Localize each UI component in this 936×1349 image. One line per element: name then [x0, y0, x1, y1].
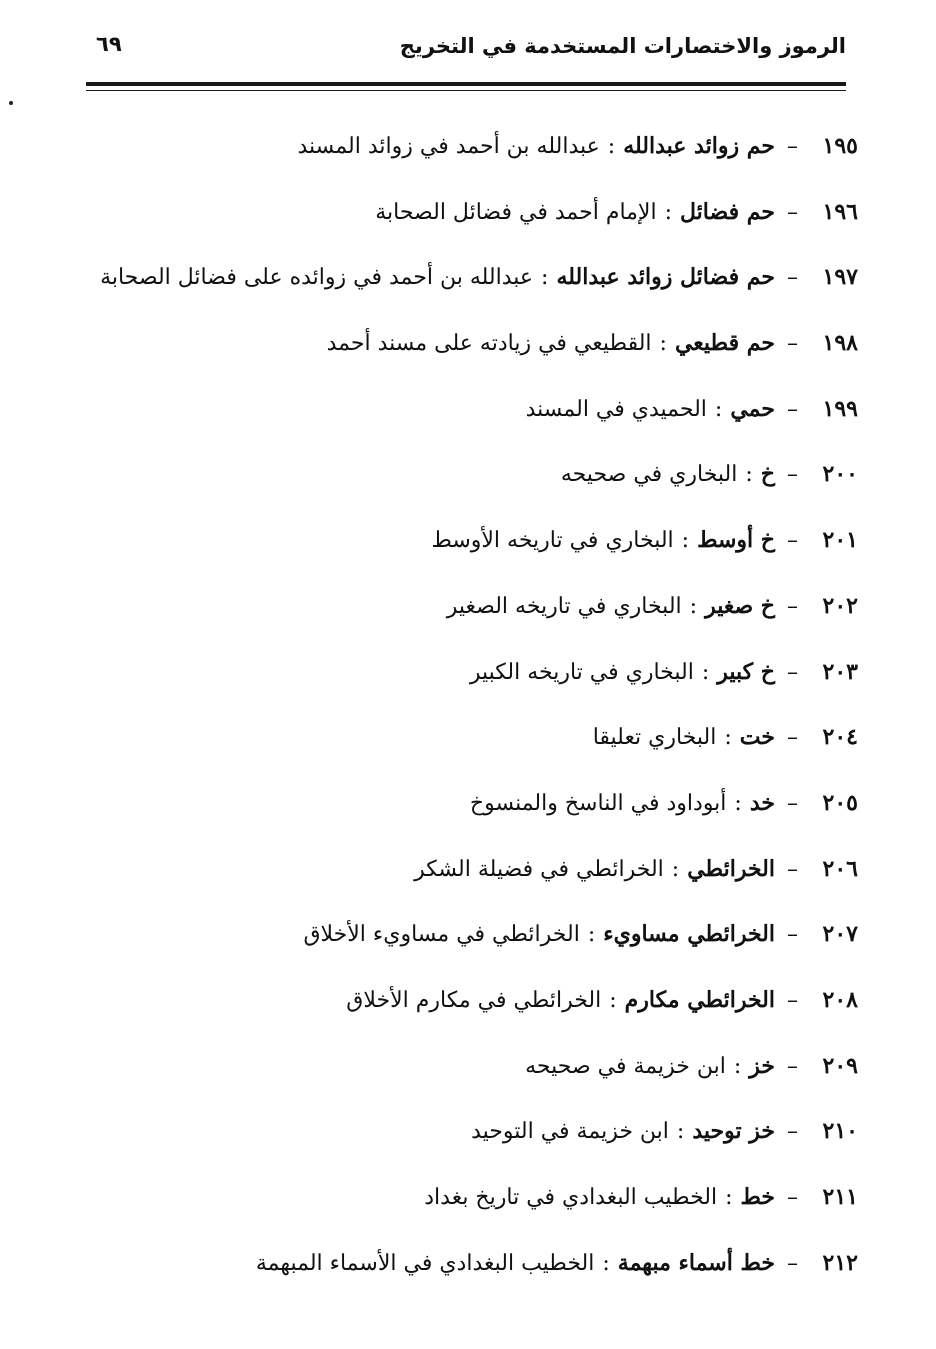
entry-dash: – [787, 725, 798, 751]
list-item [78, 321, 858, 387]
entry-description: الخرائطي في مكارم الأخلاق [346, 987, 602, 1013]
entry-dash: – [787, 1185, 798, 1210]
header-rule-thick [86, 82, 846, 86]
entry-colon: : [541, 265, 549, 291]
entry-abbreviation: حم زوائد عبدالله [623, 133, 775, 159]
page-number: ٦٩ [96, 32, 122, 56]
entry-description: البخاري في صحيحه [560, 462, 738, 488]
list-item [78, 124, 858, 190]
entry-dash: – [787, 987, 798, 1013]
list-item [78, 912, 858, 978]
entry-colon: : [725, 1185, 733, 1210]
list-item [78, 1175, 858, 1241]
entry-colon: : [689, 593, 698, 619]
entry-colon: : [734, 790, 742, 816]
entry-dash: – [787, 265, 798, 291]
entry-abbreviation: خ صغير [705, 592, 775, 619]
stray-mark [9, 101, 13, 105]
entry-number: ١٩٧ [822, 264, 858, 291]
entry-abbreviation: حم قطيعي [674, 330, 775, 357]
entry-number: ٢٠١ [822, 527, 858, 554]
header-title: الرموز والاختصارات المستخدمة في التخريج [399, 34, 846, 58]
entry-description: ابن خزيمة في صحيحه [525, 1053, 726, 1079]
entry-description: البخاري تعليقا [592, 725, 717, 751]
entry-colon: : [609, 987, 617, 1013]
entry-colon: : [724, 725, 732, 751]
entry-number: ٢١٠ [822, 1118, 858, 1145]
entry-dash: – [787, 1053, 798, 1079]
list-item [78, 650, 858, 716]
entry-description: البخاري في تاريخه الأوسط [431, 528, 674, 554]
entry-number: ٢٠٢ [822, 592, 858, 619]
entry-colon: : [664, 199, 673, 225]
list-item [78, 1044, 858, 1110]
entry-abbreviation: حم فضائل زوائد عبدالله [556, 264, 775, 291]
list-item [78, 387, 858, 453]
entry-number: ٢١١ [822, 1184, 858, 1210]
entry-dash: – [787, 856, 798, 882]
entry-number: ٢٠٣ [822, 658, 858, 685]
entry-dash: – [787, 199, 798, 225]
entry-abbreviation: خ [760, 461, 775, 488]
entry-number: ٢٠٥ [822, 789, 858, 816]
entry-dash: – [787, 396, 798, 422]
list-item [78, 978, 858, 1044]
entry-abbreviation: خد [749, 789, 775, 816]
entry-abbreviation: حمي [730, 395, 775, 422]
entry-description: البخاري في تاريخه الصغير [446, 593, 682, 619]
entry-description: عبدالله بن أحمد في زوائده على فضائل الصحابة [100, 265, 534, 291]
entry-number: ٢٠٧ [822, 921, 858, 948]
entry-dash: – [787, 528, 798, 554]
entry-number: ١٩٨ [822, 330, 858, 357]
entry-dash: – [787, 331, 798, 357]
entry-description: أبوداود في الناسخ والمنسوخ [469, 790, 727, 816]
entry-description: ابن خزيمة في التوحيد [471, 1119, 669, 1145]
entry-abbreviation: خ كبير [717, 658, 775, 685]
running-header [86, 30, 846, 74]
abbreviation-list [78, 124, 858, 1306]
entry-number: ٢٠٦ [822, 855, 858, 882]
entry-colon: : [733, 1053, 742, 1079]
entry-number: ١٩٩ [822, 395, 858, 422]
entry-abbreviation: الخرائطي مكارم [624, 986, 775, 1013]
entry-abbreviation: خت [739, 724, 775, 751]
list-item [78, 255, 858, 321]
entry-number: ١٩٦ [822, 198, 858, 225]
entry-description: الحميدي في المسند [525, 396, 707, 422]
entry-dash: – [787, 134, 798, 159]
entry-colon: : [745, 462, 753, 488]
entry-colon: : [701, 659, 710, 685]
entry-abbreviation: خ أوسط [697, 527, 775, 554]
entry-description: الخرائطي في مساويء الأخلاق [303, 922, 580, 948]
entry-description: القطيعي في زيادته على مسند أحمد [326, 331, 652, 357]
entry-dash: – [787, 593, 798, 619]
entry-number: ٢١٢ [822, 1249, 858, 1276]
entry-colon: : [671, 856, 680, 882]
entry-colon: : [659, 331, 667, 357]
entry-description: الإمام أحمد في فضائل الصحابة [375, 199, 657, 225]
entry-abbreviation: الخرائطي [687, 855, 775, 882]
entry-number: ٢٠٨ [822, 986, 858, 1013]
entry-colon: : [676, 1119, 685, 1145]
list-item [78, 1241, 858, 1307]
entry-dash: – [787, 922, 798, 948]
list-item [78, 715, 858, 781]
entry-colon: : [602, 1250, 610, 1276]
entry-colon: : [607, 134, 616, 159]
entry-number: ٢٠٤ [822, 724, 858, 751]
header-rule-thin [86, 90, 846, 91]
entry-abbreviation: خط [740, 1184, 775, 1210]
entry-number: ٢٠٩ [822, 1052, 858, 1079]
list-item [78, 452, 858, 518]
entry-abbreviation: خز [749, 1052, 775, 1079]
list-item [78, 584, 858, 650]
entry-dash: – [787, 1119, 798, 1145]
list-item [78, 518, 858, 584]
entry-abbreviation: خط أسماء مبهمة [617, 1249, 775, 1276]
entry-abbreviation: خز توحيد [692, 1118, 775, 1145]
entry-description: الخرائطي في فضيلة الشكر [414, 856, 664, 882]
entry-number: ١٩٥ [822, 133, 858, 159]
entry-number: ٢٠٠ [822, 461, 858, 488]
entry-description: البخاري في تاريخه الكبير [469, 659, 694, 685]
entry-dash: – [787, 1250, 798, 1276]
entry-colon: : [587, 922, 596, 948]
list-item [78, 190, 858, 256]
entry-description: الخطيب البغدادي في الأسماء المبهمة [255, 1250, 595, 1276]
entry-abbreviation: الخرائطي مساويء [603, 921, 775, 948]
entry-dash: – [787, 790, 798, 816]
entry-abbreviation: حم فضائل [680, 198, 775, 225]
entry-colon: : [714, 396, 723, 422]
entry-colon: : [681, 528, 690, 554]
list-item [78, 847, 858, 913]
list-item [78, 1109, 858, 1175]
list-item [78, 781, 858, 847]
entry-dash: – [787, 462, 798, 488]
entry-description: عبدالله بن أحمد في زوائد المسند [297, 134, 600, 159]
entry-description: الخطيب البغدادي في تاريخ بغداد [424, 1185, 718, 1210]
entry-dash: – [787, 659, 798, 685]
